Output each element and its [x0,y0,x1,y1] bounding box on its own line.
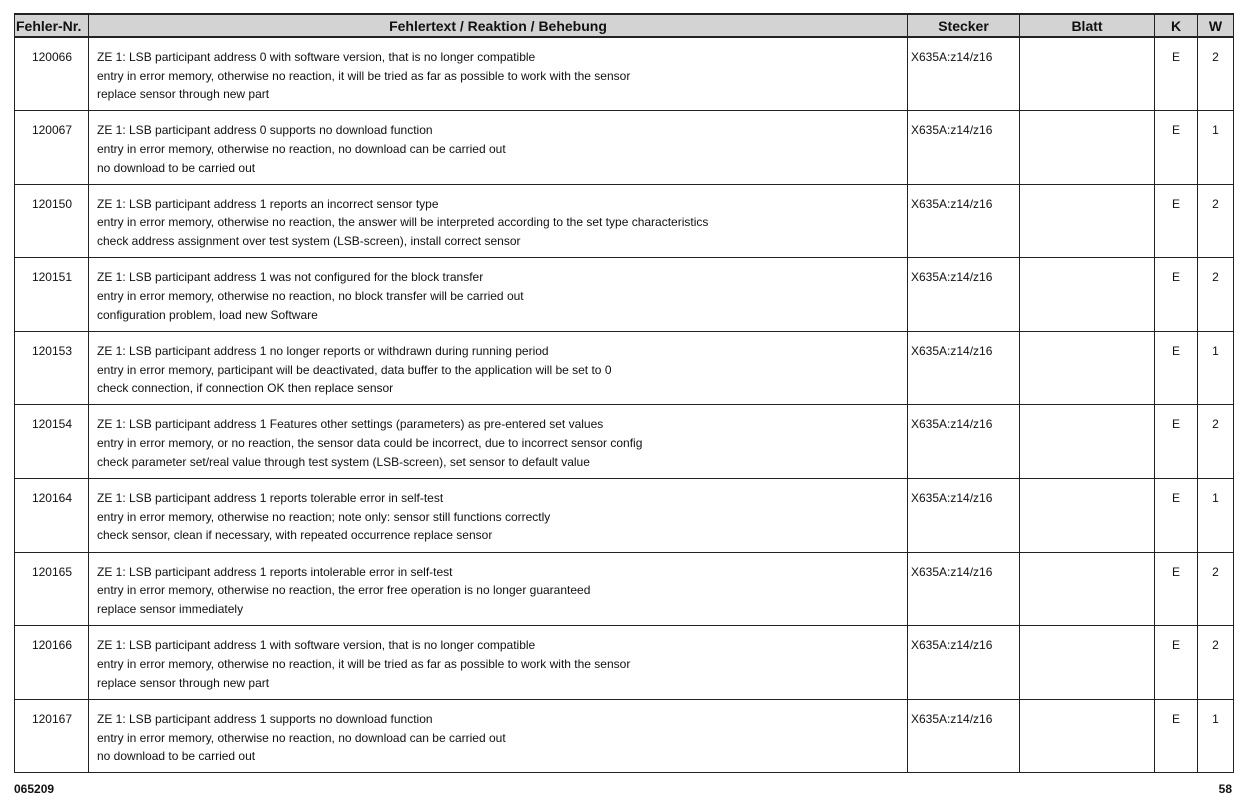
header-k: K [1155,14,1198,37]
table-row [15,479,1234,553]
page-number: 58 [1218,782,1232,796]
table-row [15,111,1234,185]
table-row [15,405,1234,479]
error-text [89,552,908,626]
error-text [89,405,908,479]
weight-w: 2 [1198,552,1234,626]
table-row [15,331,1234,405]
table-row [15,699,1234,773]
error-number: 120167 [15,699,89,773]
sheet [1020,405,1155,479]
error-text [89,479,908,553]
error-reaction: entry in error memory, otherwise no reaction, no download can be carried out [97,730,506,745]
weight-w: 1 [1198,699,1234,773]
error-remedy: replace sensor immediately [97,602,244,617]
header-fehler-nr: Fehler-Nr. [15,14,89,37]
class-k: E [1155,37,1198,111]
table-header-row [15,14,1234,37]
error-description: ZE 1: LSB participant address 1 with software version, that is no longer compatible [97,638,536,653]
class-k: E [1155,552,1198,626]
table-row [15,626,1234,700]
connector: X635A:z14/z16 [908,258,1020,332]
sheet [1020,258,1155,332]
error-description: ZE 1: LSB participant address 1 no longer reports or withdrawn during running period [97,343,549,358]
header-stecker: Stecker [908,14,1020,37]
weight-w: 1 [1198,111,1234,185]
table-row [15,184,1234,258]
sheet [1020,552,1155,626]
error-remedy: configuration problem, load new Software [97,307,318,322]
weight-w: 2 [1198,405,1234,479]
document-number: 065209 [14,782,55,796]
error-number: 120067 [15,111,89,185]
error-description: ZE 1: LSB participant address 1 Features other settings (parameters) as pre-entered set values [97,417,604,432]
error-number: 120066 [15,37,89,111]
sheet [1020,184,1155,258]
error-number: 120166 [15,626,89,700]
connector: X635A:z14/z16 [908,331,1020,405]
header-w: W [1198,14,1234,37]
sheet [1020,479,1155,553]
error-description: ZE 1: LSB participant address 1 reports an incorrect sensor type [97,196,439,211]
weight-w: 2 [1198,258,1234,332]
error-number: 120153 [15,331,89,405]
error-reaction: entry in error memory, otherwise no reaction, the error free operation is no longer guaranteed [97,583,591,598]
error-reaction: entry in error memory, otherwise no reaction, no block transfer will be carried out [97,288,524,303]
error-number: 120164 [15,479,89,553]
error-remedy: check connection, if connection OK then replace sensor [97,381,394,396]
class-k: E [1155,184,1198,258]
class-k: E [1155,258,1198,332]
sheet [1020,111,1155,185]
error-remedy: no download to be carried out [97,160,256,175]
error-number: 120154 [15,405,89,479]
header-blatt: Blatt [1020,14,1155,37]
error-text [89,258,908,332]
error-reaction: entry in error memory, otherwise no reaction, no download can be carried out [97,141,506,156]
weight-w: 1 [1198,479,1234,553]
error-reaction: entry in error memory, otherwise no reaction, it will be tried as far as possible to work with the sensor [97,656,631,671]
error-description: ZE 1: LSB participant address 1 reports intolerable error in self-test [97,564,453,579]
error-description: ZE 1: LSB participant address 1 supports no download function [97,711,433,726]
error-remedy: check sensor, clean if necessary, with repeated occurrence replace sensor [97,528,493,543]
error-description: ZE 1: LSB participant address 0 supports no download function [97,123,433,138]
connector: X635A:z14/z16 [908,184,1020,258]
table-row [15,37,1234,111]
connector: X635A:z14/z16 [908,479,1020,553]
sheet [1020,626,1155,700]
error-remedy: replace sensor through new part [97,675,270,690]
weight-w: 1 [1198,331,1234,405]
error-number: 120150 [15,184,89,258]
connector: X635A:z14/z16 [908,626,1020,700]
class-k: E [1155,111,1198,185]
error-text [89,37,908,111]
connector: X635A:z14/z16 [908,699,1020,773]
class-k: E [1155,626,1198,700]
error-text [89,699,908,773]
error-text [89,111,908,185]
table-row [15,552,1234,626]
error-number: 120151 [15,258,89,332]
error-reaction: entry in error memory, participant will be deactivated, data buffer to the application will be set to 0 [97,362,612,377]
error-reaction: entry in error memory, or no reaction, the sensor data could be incorrect, due to incorrect sensor config [97,436,643,451]
weight-w: 2 [1198,184,1234,258]
connector: X635A:z14/z16 [908,37,1020,111]
connector: X635A:z14/z16 [908,111,1020,185]
error-remedy: check address assignment over test system (LSB-screen), install correct sensor [97,234,521,249]
class-k: E [1155,405,1198,479]
class-k: E [1155,331,1198,405]
weight-w: 2 [1198,37,1234,111]
error-reaction: entry in error memory, otherwise no reaction, the answer will be interpreted according to the set type characteristics [97,215,709,230]
class-k: E [1155,699,1198,773]
header-fehlertext: Fehlertext / Reaktion / Behebung [89,14,908,37]
error-reaction: entry in error memory, otherwise no reaction; note only: sensor still functions correctly [97,509,551,524]
error-text [89,626,908,700]
error-remedy: replace sensor through new part [97,87,270,102]
error-remedy: no download to be carried out [97,749,256,764]
error-description: ZE 1: LSB participant address 0 with software version, that is no longer compatible [97,50,536,64]
connector: X635A:z14/z16 [908,552,1020,626]
error-number: 120165 [15,552,89,626]
sheet [1020,331,1155,405]
error-description: ZE 1: LSB participant address 1 reports tolerable error in self-test [97,491,444,506]
error-description: ZE 1: LSB participant address 1 was not configured for the block transfer [97,270,484,285]
weight-w: 2 [1198,626,1234,700]
connector: X635A:z14/z16 [908,405,1020,479]
class-k: E [1155,479,1198,553]
error-reaction: entry in error memory, otherwise no reaction, it will be tried as far as possible to work with the sensor [97,68,631,83]
sheet [1020,699,1155,773]
error-remedy: check parameter set/real value through test system (LSB-screen), set sensor to default value [97,454,590,469]
table-row [15,258,1234,332]
error-code-table [14,13,1234,773]
sheet [1020,37,1155,111]
error-text [89,331,908,405]
error-text [89,184,908,258]
